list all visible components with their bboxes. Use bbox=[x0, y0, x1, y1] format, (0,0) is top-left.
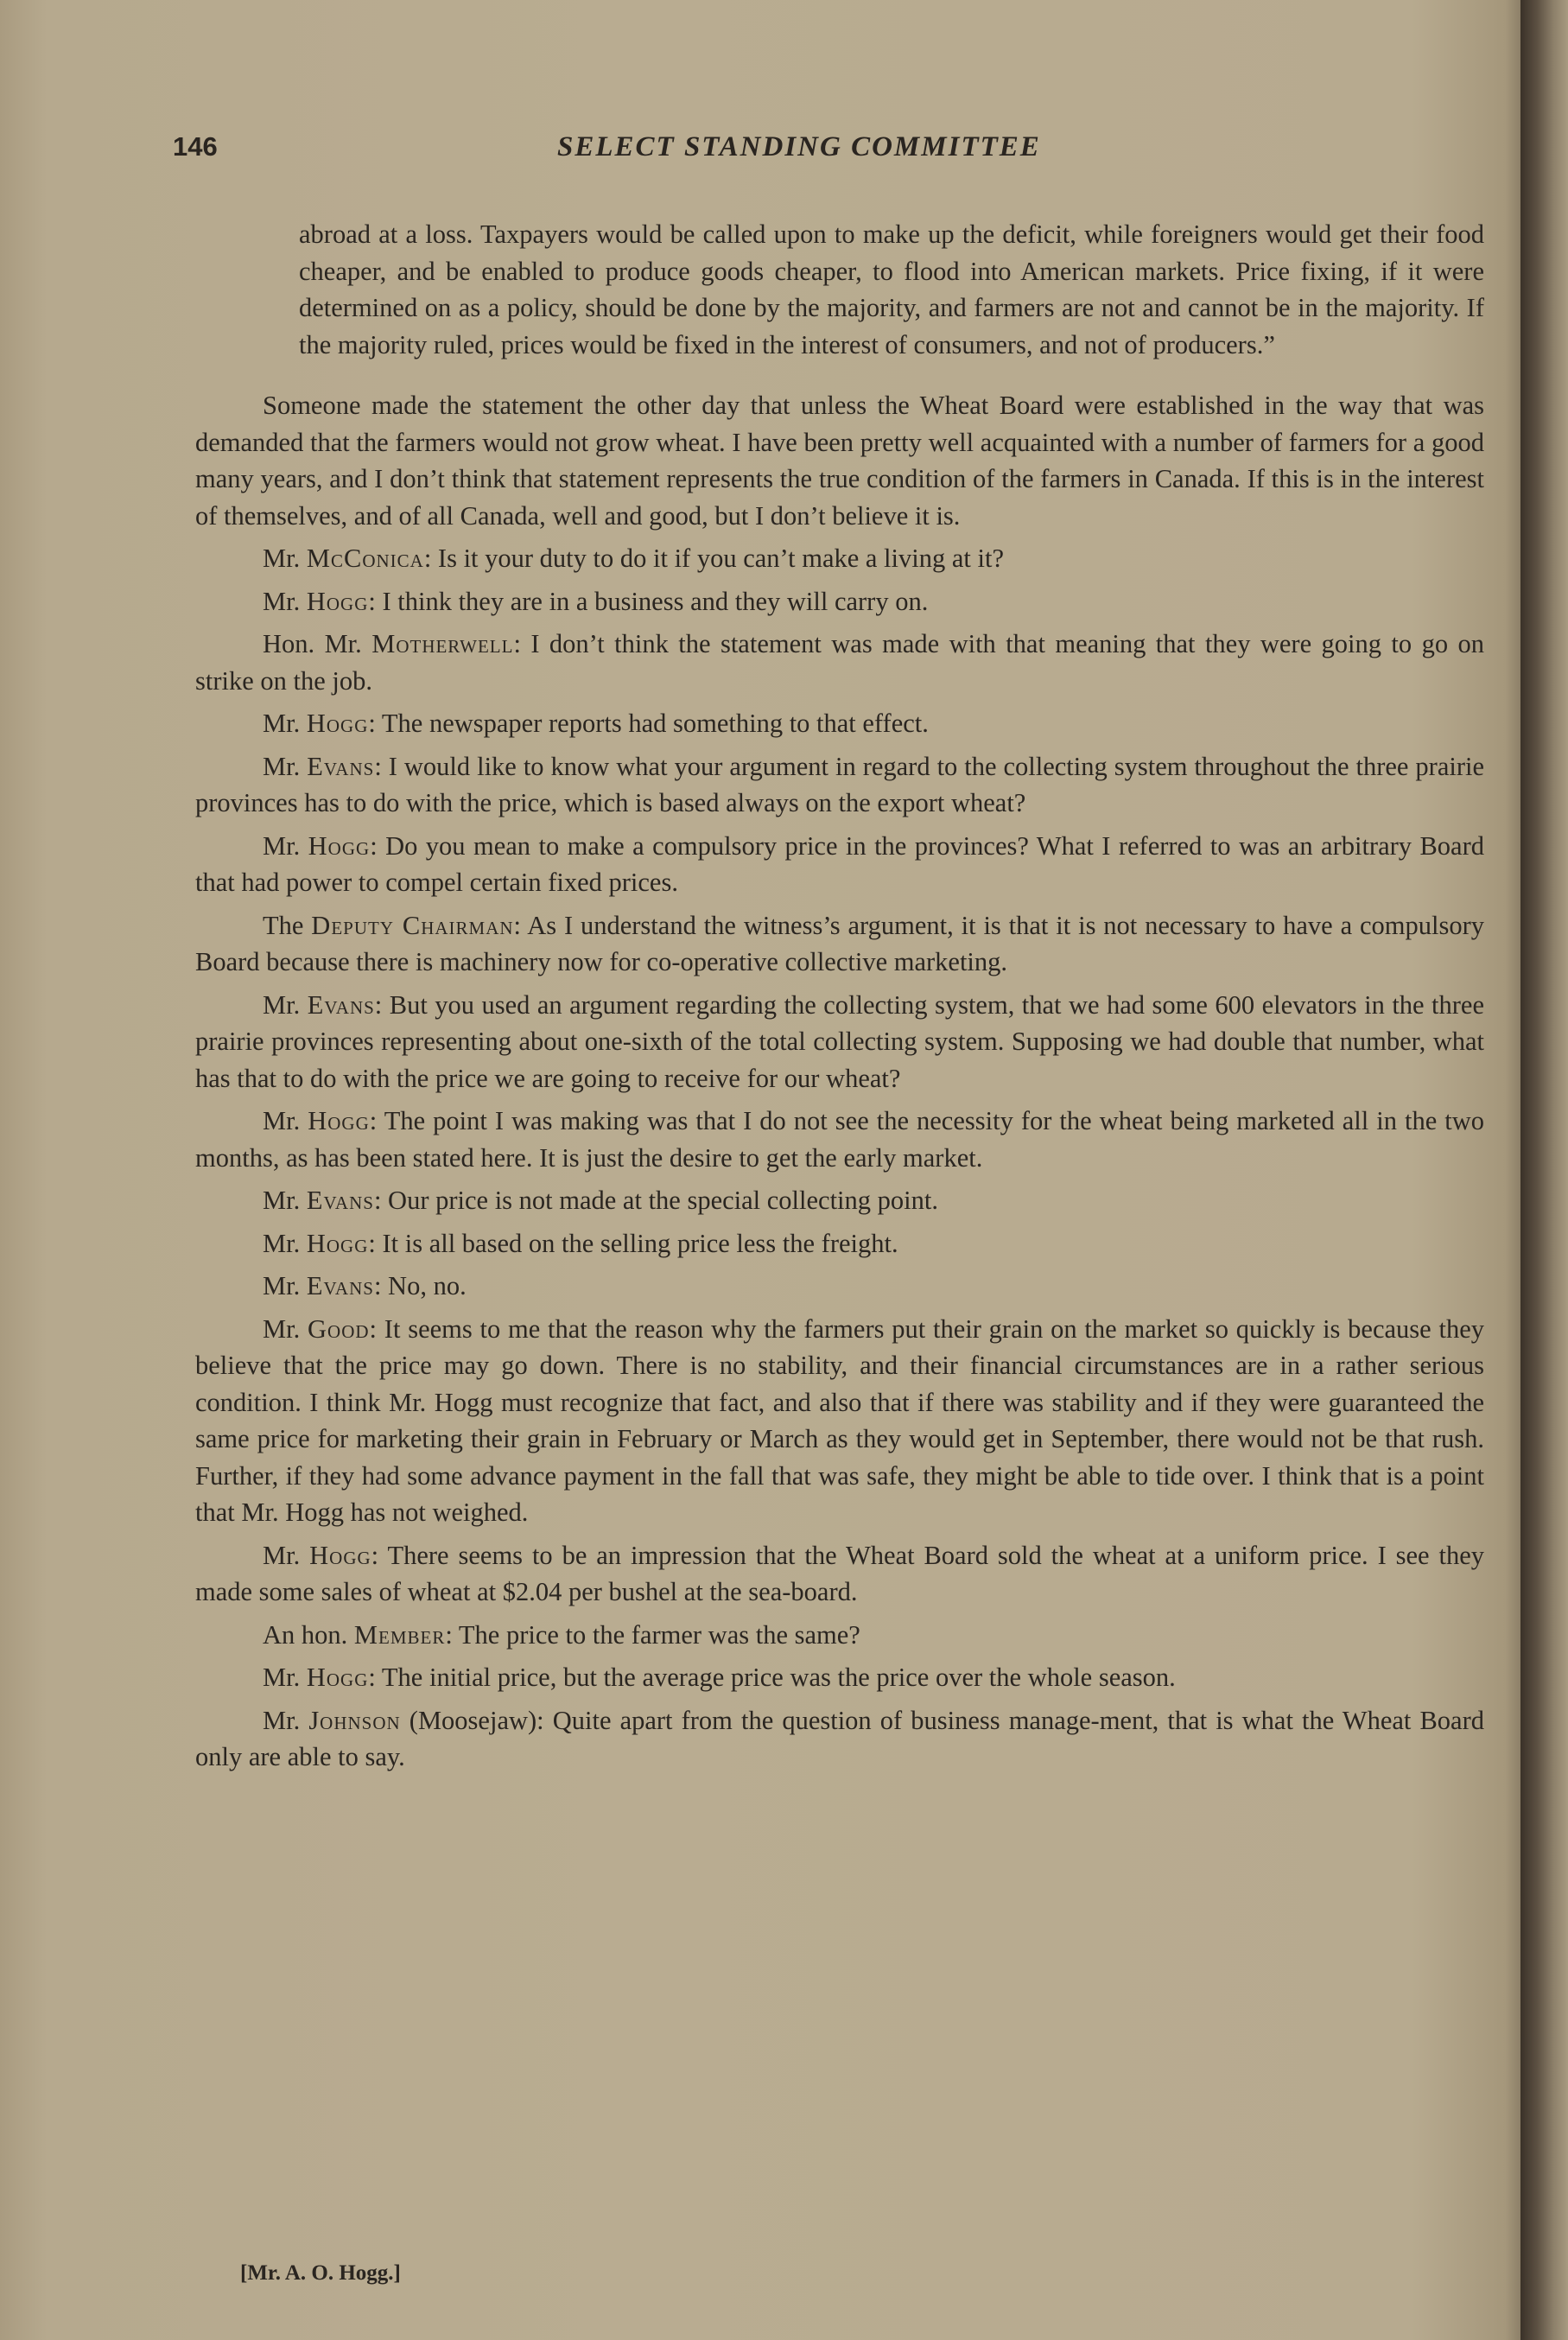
paragraph-text: : The point I was making was that I do not see the necessity for the wheat being marketed all in the two months, as has been stated here. It is just the desire to get the early market. bbox=[195, 1106, 1485, 1173]
paragraph-text: : There seems to be an impression that the Wheat Board sold the wheat at a uniform price. I see they made some sales of wheat at $2.04 per bushel at the sea-board. bbox=[195, 1540, 1484, 1606]
paragraph bbox=[195, 1617, 1484, 1654]
paragraph-text: : I would like to know what your argument in regard to the collecting system throughout the three prairie provinces has to do with the price, which is based always on the export wheat? bbox=[195, 751, 1484, 817]
paragraph bbox=[195, 987, 1484, 1097]
speaker-name: Evans bbox=[306, 1186, 374, 1215]
speaker-prefix: Mr. bbox=[263, 1271, 307, 1300]
paragraph bbox=[195, 1225, 1484, 1262]
speaker-name: Hogg bbox=[306, 709, 369, 738]
page-number: 146 bbox=[173, 131, 218, 162]
paragraph bbox=[195, 1659, 1484, 1696]
speaker-prefix: Mr. bbox=[263, 544, 307, 573]
paragraph bbox=[195, 387, 1484, 534]
paragraph bbox=[195, 1537, 1484, 1611]
paragraph-text: : I think they are in a business and they will carry on. bbox=[368, 586, 929, 616]
quoted-passage: abroad at a loss. Taxpayers would be called upon to make up the deficit, while foreigners would get their food cheaper, and be enabled to produce goods cheaper, to flood into American markets. Price fixing, if it were determined on as a policy, should be done by the majority, and farmers are not and cannot be in the majority. If the majority ruled, prices would be fixed in the interest of consumers, and not of producers.” bbox=[299, 219, 1484, 359]
footer-credit: [Mr. A. O. Hogg.] bbox=[240, 2261, 401, 2285]
paragraph-text: : Is it your duty to do it if you can’t make a living at it? bbox=[423, 544, 1004, 573]
speaker-prefix: Mr. bbox=[263, 1106, 308, 1135]
speaker-prefix: Mr. bbox=[263, 709, 307, 738]
speaker-name: Evans bbox=[306, 1271, 374, 1300]
speaker-prefix: Mr. bbox=[263, 1313, 308, 1344]
paragraph-text: : I don’t think the statement was made with that meaning that they were going to go on strike on the job. bbox=[195, 629, 1484, 696]
speaker-name: Deputy Chairman bbox=[311, 910, 514, 940]
speaker-name: Hogg bbox=[308, 830, 371, 861]
paragraph-text: : No, no. bbox=[373, 1271, 467, 1300]
speaker-prefix: An hon. bbox=[263, 1619, 354, 1650]
speaker-prefix: Mr. bbox=[263, 751, 308, 781]
speaker-name: Johnson bbox=[308, 1705, 401, 1735]
paragraph-text: : It seems to me that the reason why the farmers put their grain on the market so quickly is because they believe that the price may go down. There is no stability, and their financial circumstances are in a rather serious condition. I think Mr. Hogg must recognize that fact, and also that if there was stability and if they were guaranteed the same price for marketing their grain in February or March as they would get in September, there would not be that rush. Further, if they had some advance payment in the fall that was safe, they might be able to tide over. I think that is a point that Mr. Hogg has not weighed. bbox=[195, 1313, 1484, 1527]
paragraph-text: : The newspaper reports had something to that effect. bbox=[368, 709, 929, 738]
speaker-prefix: Hon. Mr. bbox=[263, 629, 372, 658]
speaker-name: Motherwell bbox=[371, 629, 514, 658]
speaker-prefix: Mr. bbox=[263, 1663, 307, 1692]
page-header bbox=[0, 131, 1568, 175]
paragraph-text: (Moosejaw): Quite apart from the question of business manage-ment, that is what the Wheat Board only are able to say. bbox=[195, 1705, 1484, 1771]
speaker-prefix: The bbox=[263, 910, 312, 940]
running-head: SELECT STANDING COMMITTEE bbox=[557, 131, 1041, 162]
speaker-prefix: Mr. bbox=[263, 1705, 309, 1735]
paragraph bbox=[195, 1311, 1484, 1531]
paragraph bbox=[195, 626, 1484, 699]
paragraph bbox=[195, 583, 1484, 620]
book-spine-shadow bbox=[1520, 0, 1568, 2340]
speaker-name: Evans bbox=[307, 989, 375, 1020]
paragraph-text: : But you used an argument regarding the collecting system, that we had some 600 elevators in the three prairie provinces representing about one-sixth of the total collecting system. Supposing we had double that number, what has that to do with the price we are going to receive for our wheat? bbox=[195, 989, 1484, 1093]
speaker-prefix: Mr. bbox=[263, 1186, 307, 1215]
speaker-prefix: Mr. bbox=[263, 1540, 310, 1570]
speaker-name: Hogg bbox=[309, 1540, 371, 1570]
paragraph bbox=[195, 540, 1484, 577]
paragraph-list bbox=[195, 387, 1484, 1776]
paragraph bbox=[195, 907, 1484, 981]
paragraph bbox=[195, 828, 1484, 901]
speaker-prefix: Mr. bbox=[263, 989, 308, 1020]
speaker-name: Good bbox=[308, 1313, 370, 1344]
speaker-prefix: Mr. bbox=[263, 1228, 307, 1258]
paragraph-text: : Our price is not made at the special collecting point. bbox=[373, 1186, 938, 1215]
paragraph-text: : As I understand the witness’s argument, it is that it is not necessary to have a compulsory Board because there is machinery now for co-operative collective marketing. bbox=[195, 910, 1485, 976]
paragraph-text: : The initial price, but the average price was the price over the whole season. bbox=[368, 1663, 1176, 1692]
paragraph-text: : Do you mean to make a compulsory price in the provinces? What I referred to was an arbitrary Board that had power to compel certain fixed prices. bbox=[195, 830, 1484, 897]
paragraph-text: : It is all based on the selling price less the freight. bbox=[368, 1228, 898, 1258]
body-text bbox=[195, 216, 1484, 1782]
paragraph-text: Someone made the statement the other day that unless the Wheat Board were established in the way that was demanded that the farmers would not grow wheat. I have been pretty well acquainted with a number of farmers for a good many years, and I don’t think that statement represents the true condition of the farmers in Canada. If this is in the interest of themselves, and of all Canada, well and good, but I don’t believe it is. bbox=[195, 391, 1484, 531]
speaker-name: McConica bbox=[306, 544, 424, 573]
speaker-name: Member bbox=[353, 1619, 446, 1650]
speaker-name: Hogg bbox=[306, 586, 369, 616]
paragraph bbox=[195, 1182, 1484, 1219]
speaker-name: Hogg bbox=[306, 1663, 369, 1692]
speaker-name: Evans bbox=[307, 751, 375, 781]
paragraph-text: : The price to the farmer was the same? bbox=[445, 1619, 860, 1650]
paragraph bbox=[195, 705, 1484, 742]
speaker-prefix: Mr. bbox=[263, 586, 307, 616]
speaker-prefix: Mr. bbox=[263, 830, 308, 861]
paragraph bbox=[195, 1103, 1484, 1176]
paragraph bbox=[195, 1268, 1484, 1305]
speaker-name: Hogg bbox=[308, 1106, 370, 1135]
speaker-name: Hogg bbox=[306, 1228, 369, 1258]
paragraph bbox=[195, 748, 1484, 822]
paragraph bbox=[195, 1702, 1484, 1776]
